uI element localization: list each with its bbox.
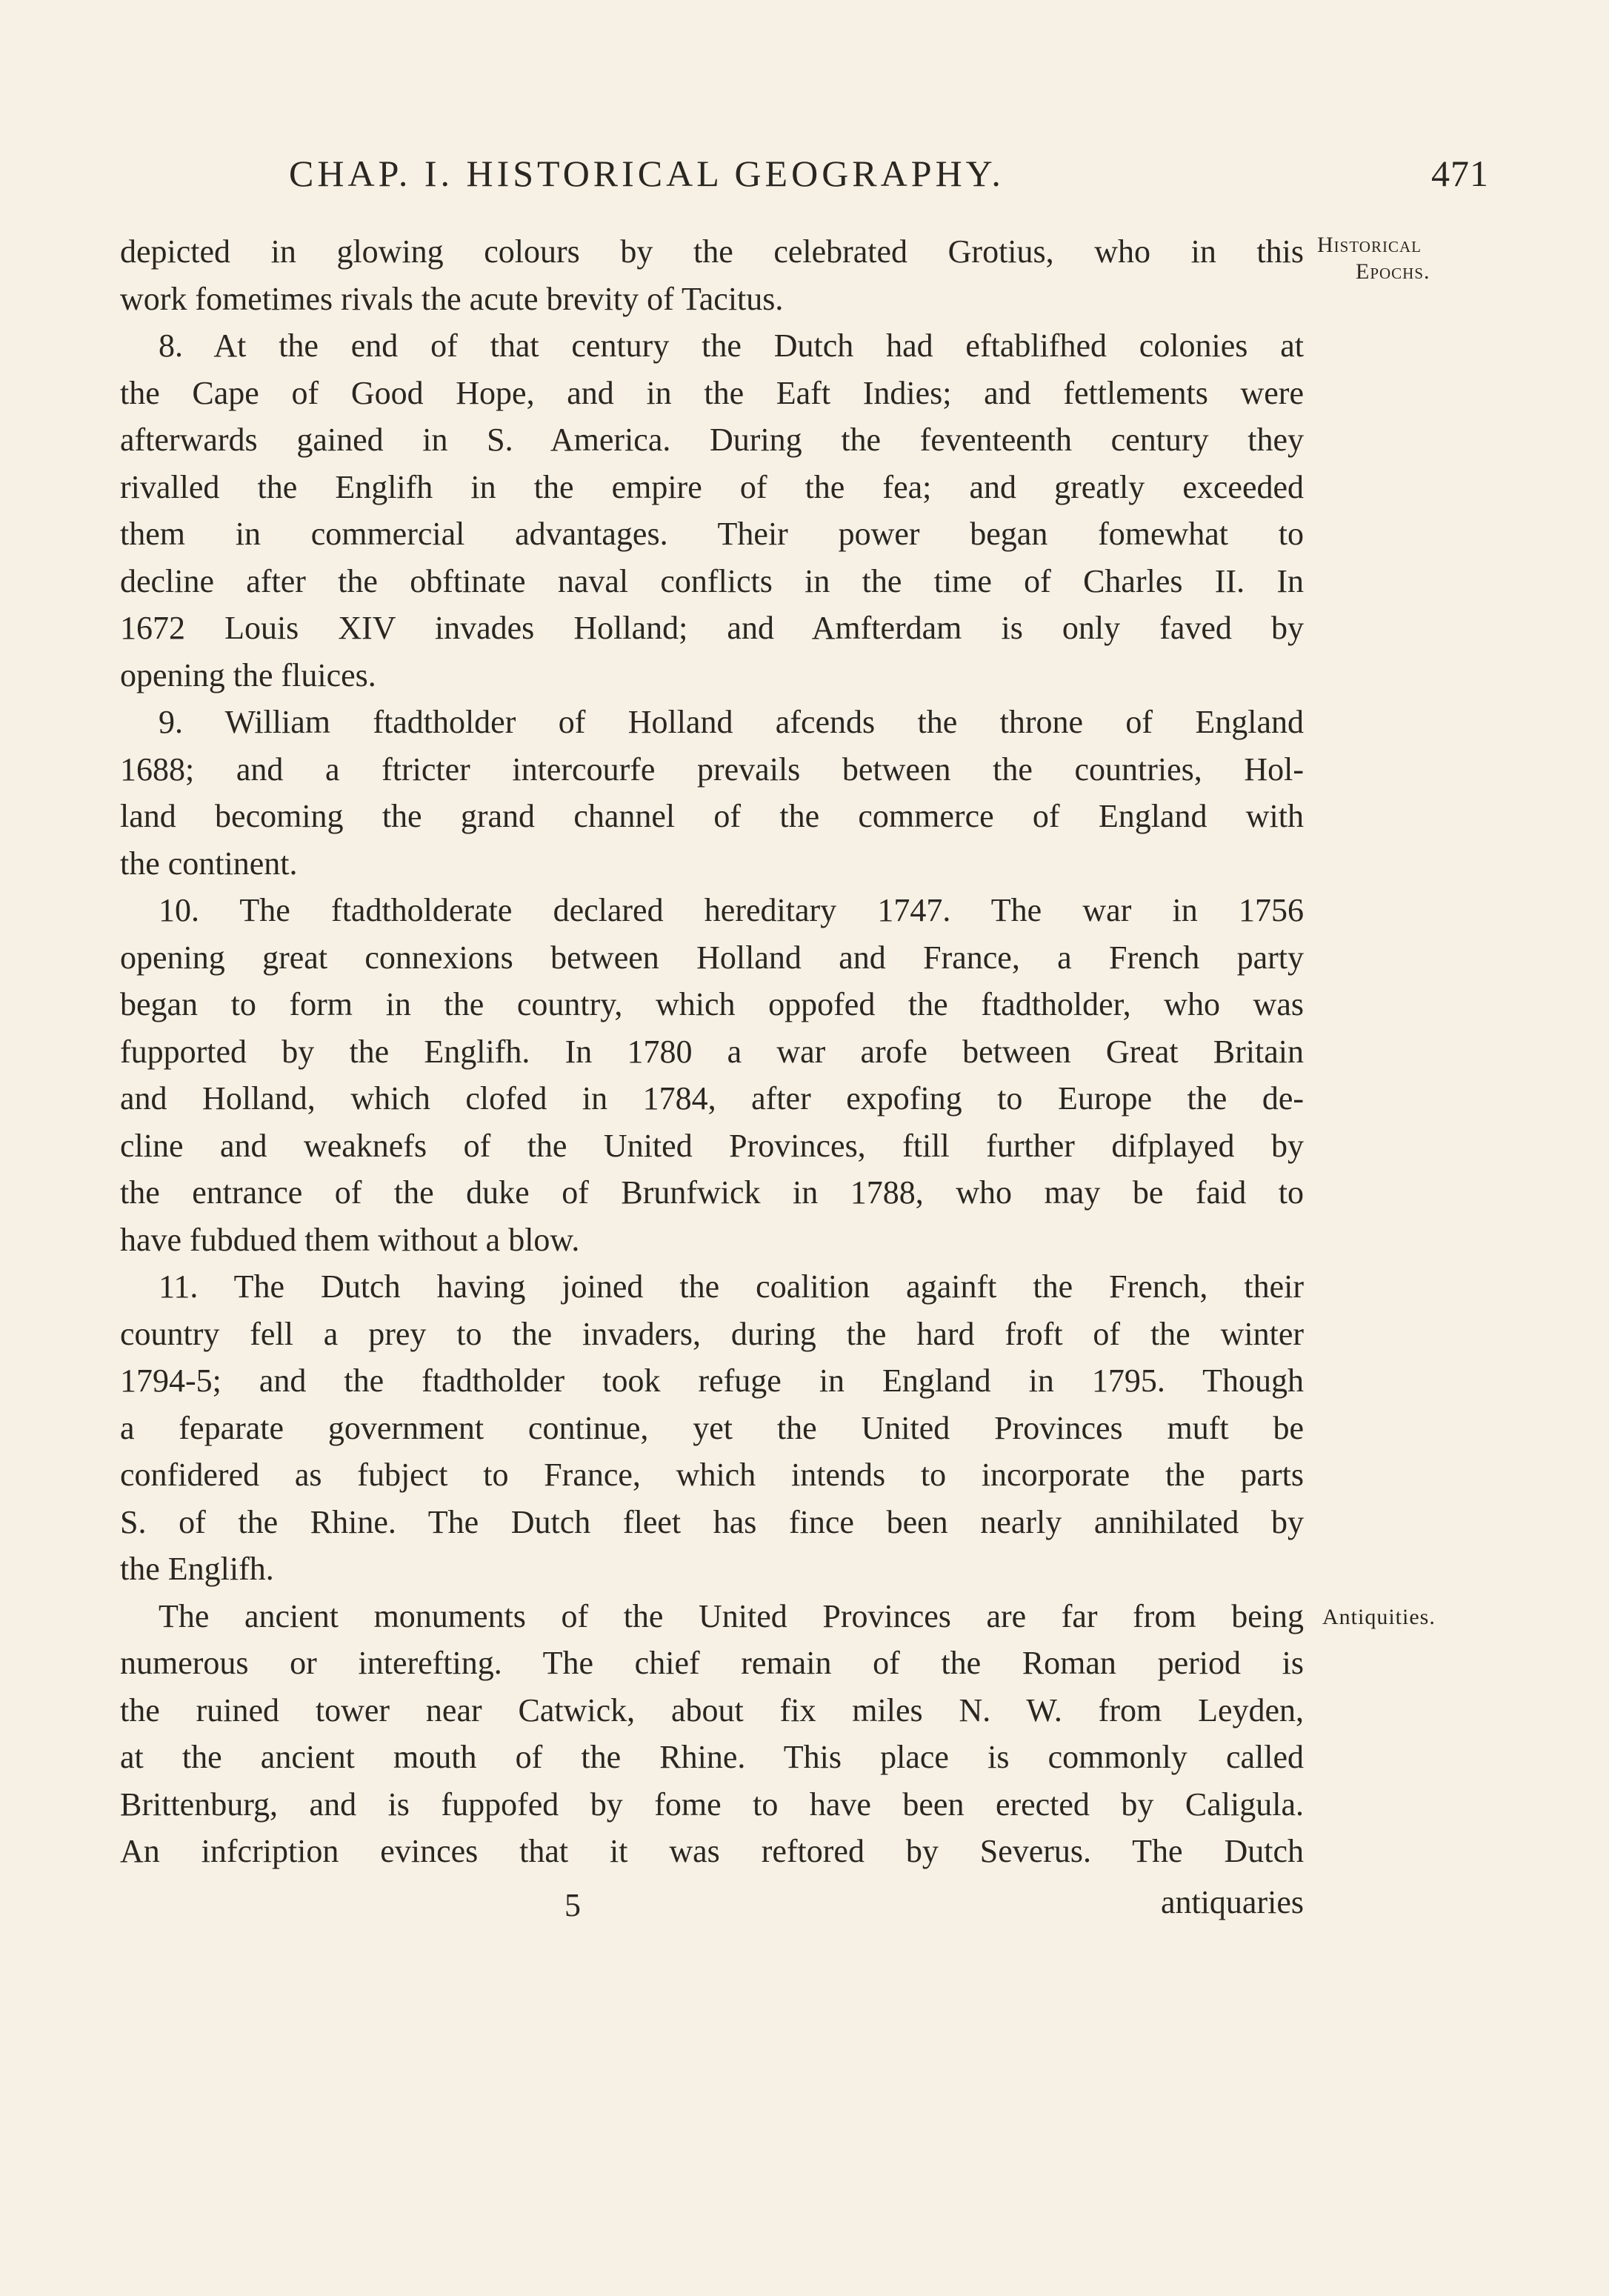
text-line: depicted in glowing colours by the celebrated Grotius, who in this: [120, 233, 1304, 270]
margin-note-antiquities: Antiquities.: [1322, 1605, 1436, 1629]
text-line: the Englifh.: [120, 1551, 274, 1587]
text-line: numerous or interefting. The chief remain of the Roman period is: [120, 1645, 1304, 1681]
page-footer: [120, 1883, 1304, 1931]
text-line: them in commercial advantages. Their power began fomewhat to: [120, 516, 1304, 552]
text-line: 9. William ftadtholder of Holland afcends the throne of England: [159, 704, 1304, 740]
text-line: at the ancient mouth of the Rhine. This place is commonly called: [120, 1739, 1304, 1775]
running-header: [289, 152, 1489, 196]
text-line: 1672 Louis XIV invades Holland; and Amfterdam is only faved by: [120, 610, 1304, 646]
text-line: confidered as fubject to France, which intends to incorporate the parts: [120, 1457, 1304, 1493]
text-line: cline and weaknefs of the United Provinces, ftill further difplayed by: [120, 1127, 1304, 1164]
text-line: 11. The Dutch having joined the coalition againft the French, their: [159, 1268, 1304, 1305]
text-line: and Holland, which clofed in 1784, after expofing to Europe the de-: [120, 1080, 1304, 1117]
text-line: opening the fluices.: [120, 656, 376, 693]
text-line: Brittenburg, and is fuppofed by fome to have been erected by Caligula.: [120, 1786, 1304, 1823]
text-line: 8. At the end of that century the Dutch had eftablifhed colonies at: [159, 327, 1304, 364]
text-line: rivalled the Englifh in the empire of the fea; and greatly exceeded: [120, 468, 1304, 505]
text-line: The ancient monuments of the United Provinces are far from being: [159, 1597, 1304, 1634]
text-line: work fometimes rivals the acute brevity of Tacitus.: [120, 280, 784, 317]
catchword: antiquaries: [1160, 1884, 1304, 1920]
text-line: the ruined tower near Catwick, about fix miles N. W. from Leyden,: [120, 1691, 1304, 1728]
text-line: decline after the obftinate naval conflicts in the time of Charles II. In: [120, 562, 1304, 599]
text-line: 1688; and a ftricter intercourfe prevails between the countries, Hol-: [120, 751, 1304, 788]
text-line: 1794-5; and the ftadtholder took refuge in England in 1795. Though: [120, 1362, 1304, 1399]
text-line: land becoming the grand channel of the commerce of England with: [120, 798, 1304, 834]
text-line: S. of the Rhine. The Dutch fleet has fince been nearly annihilated by: [120, 1503, 1304, 1540]
text-line: the continent.: [120, 845, 298, 882]
margin-note-epochs: Epochs.: [1356, 259, 1430, 284]
chapter-title: CHAP. I. HISTORICAL GEOGRAPHY.: [289, 153, 1005, 194]
margin-note-historical: Historical: [1317, 233, 1422, 257]
page-number: 471: [1431, 153, 1489, 194]
text-line: opening great connexions between Holland and France, a French party: [120, 939, 1304, 976]
text-line: have fubdued them without a blow.: [120, 1221, 580, 1258]
signature-mark: 5: [564, 1887, 581, 1923]
text-line: the Cape of Good Hope, and in the Eaft Indies; and fettlements were: [120, 374, 1304, 411]
text-line: afterwards gained in S. America. During the feventeenth century they: [120, 422, 1304, 458]
text-line: 10. The ftadtholderate declared hereditary 1747. The war in 1756: [159, 892, 1304, 928]
text-line: the entrance of the duke of Brunfwick in 1788, who may be faid to: [120, 1174, 1304, 1211]
body-text: [120, 228, 1304, 1875]
text-line: began to form in the country, which oppofed the ftadtholder, who was: [120, 986, 1304, 1022]
text-line: An infcription evinces that it was reftored by Severus. The Dutch: [120, 1833, 1304, 1869]
text-line: fupported by the Englifh. In 1780 a war arofe between Great Britain: [120, 1033, 1304, 1070]
text-line: a feparate government continue, yet the United Provinces muft be: [120, 1409, 1304, 1446]
text-line: country fell a prey to the invaders, during the hard froft of the winter: [120, 1315, 1304, 1352]
